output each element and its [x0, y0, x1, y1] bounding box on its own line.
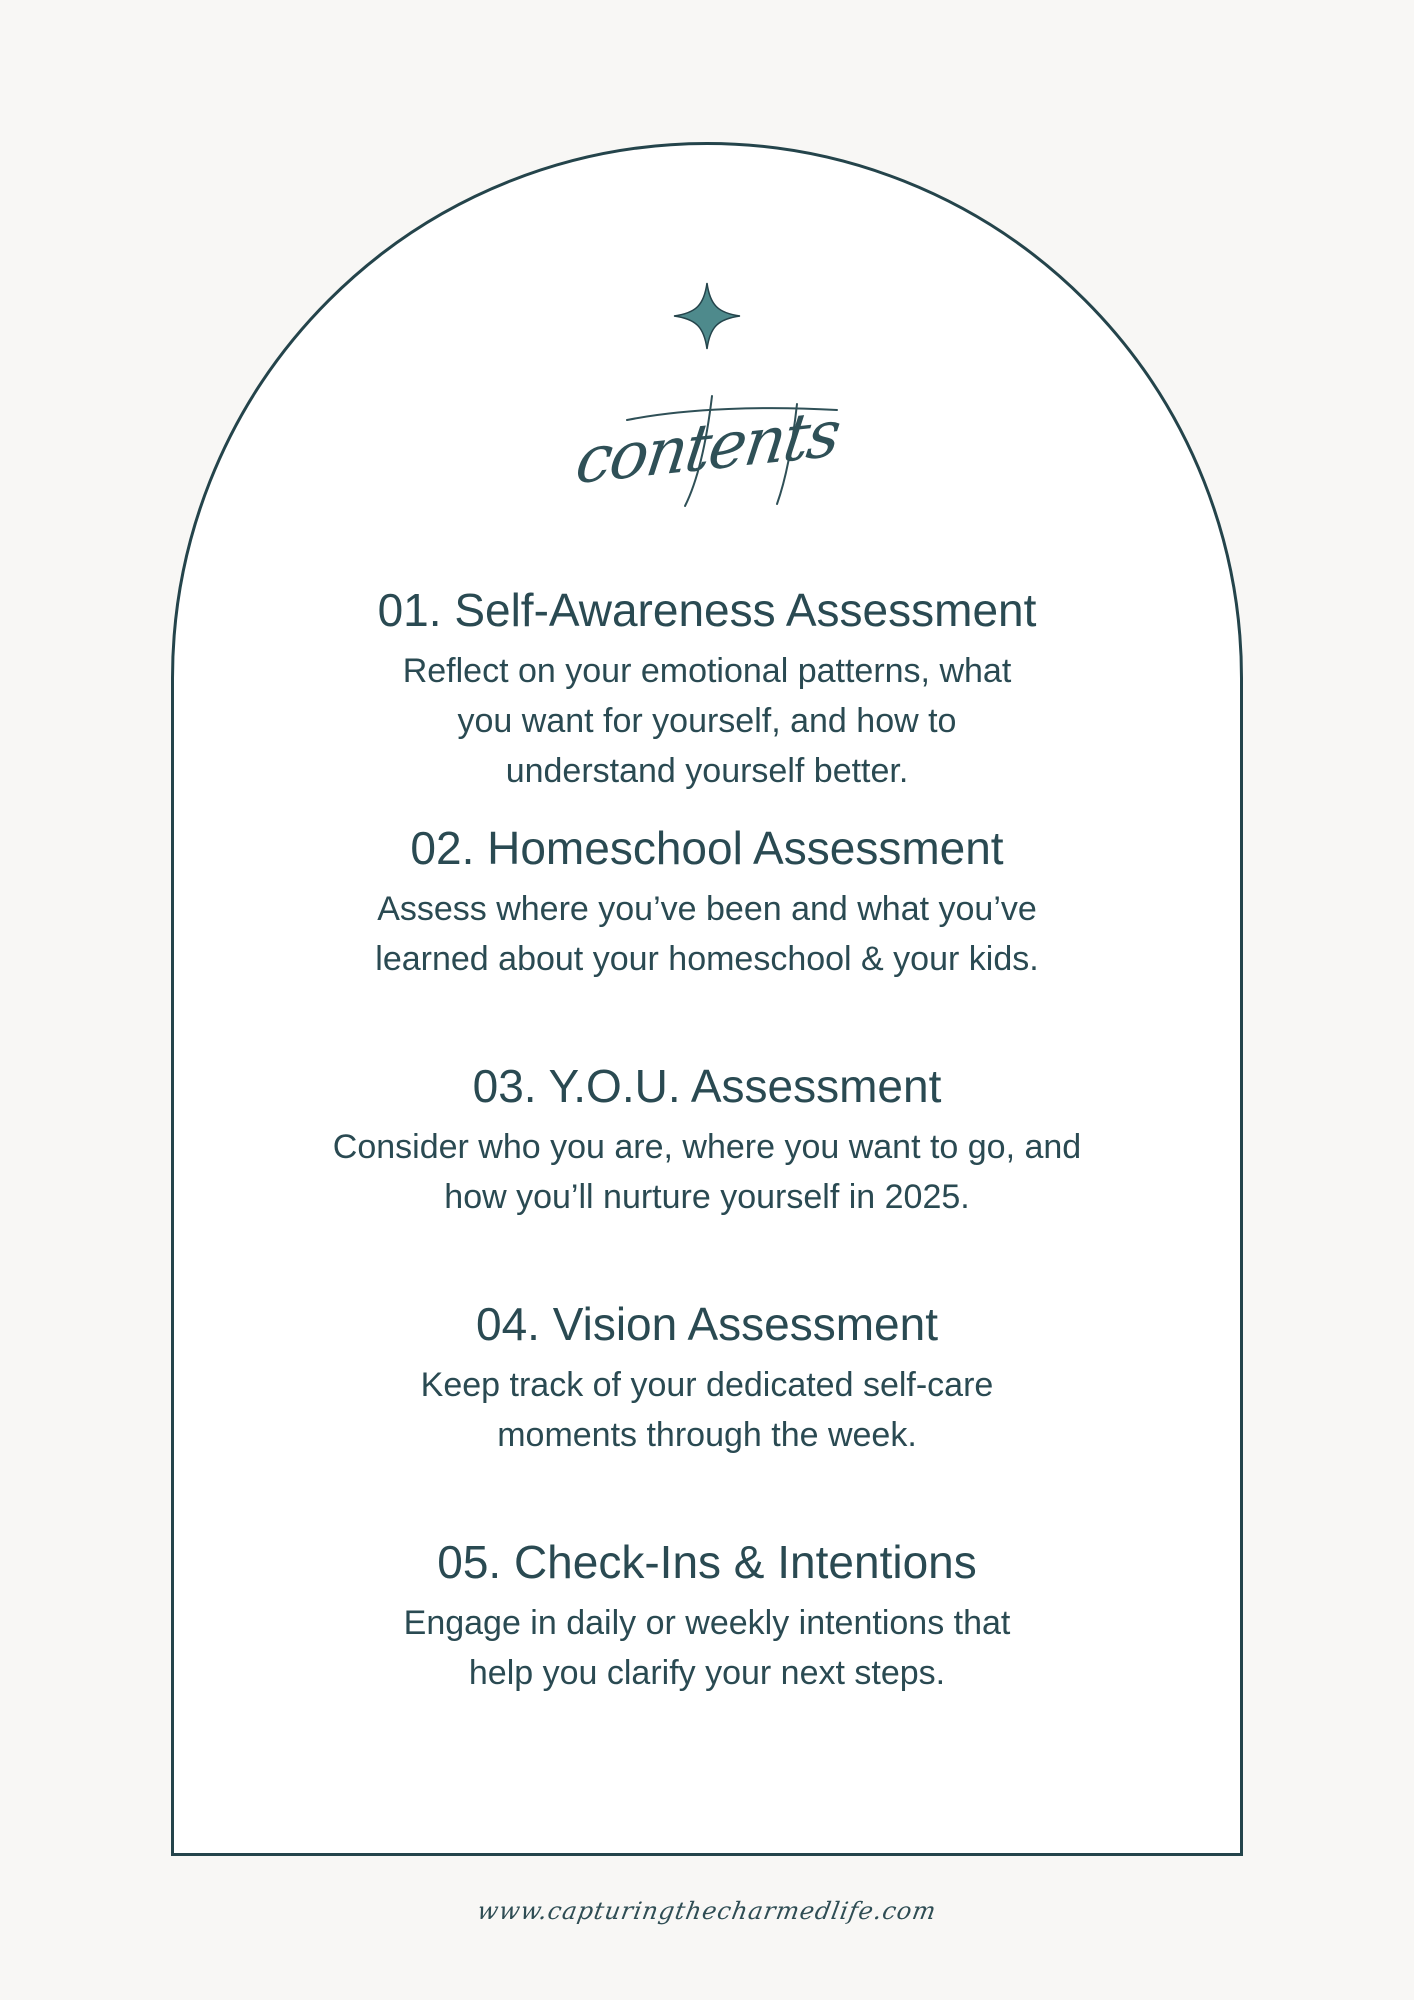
page-title	[507, 378, 907, 518]
section-heading: 04. Vision Assessment	[476, 1298, 938, 1350]
section-05	[207, 1532, 1207, 1698]
section-heading: 05. Check-Ins & Intentions	[437, 1536, 977, 1588]
description-line: moments through the week.	[497, 1416, 917, 1454]
section-heading: 02. Homeschool Assessment	[410, 822, 1004, 874]
description-line: you want for yourself, and how to	[457, 702, 957, 740]
section-01	[207, 580, 1207, 796]
description-line: Consider who you are, where you want to go, and	[332, 1128, 1082, 1166]
section-03	[207, 1056, 1207, 1222]
four-point-star-icon	[672, 281, 742, 351]
section-description	[207, 646, 1207, 796]
description-line: understand yourself better.	[505, 752, 909, 790]
section-02	[207, 818, 1207, 984]
section-description	[207, 1598, 1207, 1698]
description-line: Assess where you’ve been and what you’ve	[377, 890, 1037, 928]
section-description	[207, 1122, 1207, 1222]
description-line: Reflect on your emotional patterns, what	[402, 652, 1012, 690]
description-line: help you clarify your next steps.	[468, 1654, 946, 1692]
section-description	[207, 884, 1207, 984]
section-heading: 01. Self-Awareness Assessment	[377, 584, 1037, 636]
footer-website: www.capturingthecharmedlife.com	[475, 1897, 939, 1925]
page-title-text: contents	[570, 396, 844, 500]
description-line: how you’ll nurture yourself in 2025.	[444, 1178, 970, 1216]
description-line: Engage in daily or weekly intentions that	[403, 1604, 1011, 1642]
description-line: Keep track of your dedicated self-care	[420, 1366, 994, 1404]
section-description	[207, 1360, 1207, 1460]
section-heading: 03. Y.O.U. Assessment	[472, 1060, 942, 1112]
description-line: learned about your homeschool & your kids.	[375, 940, 1039, 978]
section-04	[207, 1294, 1207, 1460]
title-flourish	[507, 378, 907, 518]
